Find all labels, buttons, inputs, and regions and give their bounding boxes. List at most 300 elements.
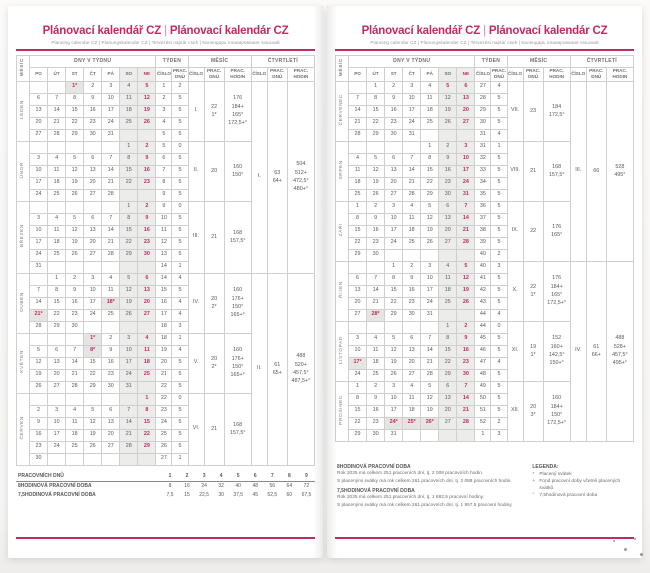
day-cell: 6 (403, 333, 421, 345)
day-cell (367, 321, 385, 333)
week-workdays-cell: 3 (491, 429, 507, 441)
day-cell: 4 (421, 81, 439, 93)
quarter-hours-cell-line: 488 (615, 335, 625, 342)
day-cell: 24* (385, 417, 403, 429)
day-cell: 16 (102, 357, 120, 369)
week-row (17, 81, 315, 93)
day-cell (84, 261, 102, 273)
day-cell: 5 (367, 153, 385, 165)
week-number-cell: 8 (156, 177, 172, 189)
summary-row-label: PRACOVNÍCH DNŮ (16, 472, 161, 482)
day-cell: 30 (367, 249, 385, 261)
day-cell: 21 (457, 405, 475, 417)
day-cell: 27 (349, 309, 367, 321)
day-cell: 31 (120, 381, 138, 393)
week-workdays-cell: 5 (491, 297, 507, 309)
month-numeral-cell: V. (188, 333, 204, 393)
week-number-cell: 44 (475, 309, 491, 321)
day-cell: 1 (349, 381, 367, 393)
day-cell: 23 (138, 237, 156, 249)
day-cell: 21 (48, 117, 66, 129)
summary-value: 15 (184, 492, 190, 499)
day-cell: 1 (367, 81, 385, 93)
day-cell: 15 (120, 165, 138, 177)
page-curl-dot (634, 538, 636, 540)
week-workdays-cell: 5 (491, 225, 507, 237)
day-cell: 16 (84, 105, 102, 117)
day-cell: 16 (66, 297, 84, 309)
month-hours-cell-line: 176 (552, 275, 562, 282)
day-cell: 27 (84, 249, 102, 261)
week-number-cell: 7 (156, 165, 172, 177)
week-workdays-cell: 5 (491, 117, 507, 129)
day-cell: 19 (421, 405, 439, 417)
quarter-hours-cell-line: 495+° (612, 360, 628, 367)
day-cell: 3 (102, 81, 120, 93)
day-cell: 17 (421, 285, 439, 297)
month-hours-cell-line: 172,5+° (228, 120, 248, 127)
header-week-group: TÝDEN (156, 55, 188, 67)
day-cell: 14 (102, 165, 120, 177)
month-hours-cell-line: 150° (232, 364, 244, 371)
day-cell: 11 (120, 93, 138, 105)
week-number-cell: 26 (156, 441, 172, 453)
day-cell: 26 (439, 117, 457, 129)
summary-row (16, 472, 315, 482)
day-cell: 1 (421, 141, 439, 153)
day-cell (385, 249, 403, 261)
day-cell: 9 (30, 417, 48, 429)
month-workdays-cell (523, 261, 543, 321)
day-cell (385, 321, 403, 333)
weekday-header: PO (349, 67, 367, 81)
month-name-cell (17, 333, 30, 393)
day-cell: 5 (30, 345, 48, 357)
month-hours-cell (224, 141, 251, 201)
day-cell: 27 (102, 441, 120, 453)
summary-value: 9 (298, 472, 315, 482)
day-cell: 20 (439, 225, 457, 237)
month-hours-cell-line: 172,5° (548, 112, 565, 119)
quarter-workdays-cell-line: 66+ (591, 352, 601, 359)
day-cell: 10 (457, 153, 475, 165)
day-cell: 4 (48, 213, 66, 225)
day-cell: 23 (385, 117, 403, 129)
week-number-cell: 47 (475, 357, 491, 369)
day-cell (30, 201, 48, 213)
day-cell: 2 (457, 321, 475, 333)
day-cell: 3 (30, 153, 48, 165)
day-cell: 23 (30, 441, 48, 453)
day-cell: 27 (84, 189, 102, 201)
workdays-summary-table (16, 472, 315, 500)
day-cell: 2 (66, 273, 84, 285)
month-hours-cell (224, 273, 251, 333)
day-cell: 1 (349, 201, 367, 213)
summary-value: 48 (252, 483, 259, 490)
weekday-header: ČT (84, 67, 102, 81)
subheader-cislo: ČÍSLO (507, 67, 523, 81)
day-cell: 1* (66, 81, 84, 93)
week-number-cell: 25 (156, 429, 172, 441)
legend-symbol: ° (532, 493, 535, 499)
month-workdays-cell (204, 201, 224, 273)
month-name-cell (17, 201, 30, 273)
day-cell (421, 321, 439, 333)
month-numeral-cell: XII. (507, 381, 523, 441)
day-cell: 16 (385, 105, 403, 117)
day-cell: 4 (403, 381, 421, 393)
day-cell: 23 (367, 237, 385, 249)
month-workdays-cell-line: 2* (211, 364, 217, 371)
day-cell: 6 (439, 381, 457, 393)
weekday-header: ST (66, 67, 84, 81)
week-workdays-cell: 5 (491, 237, 507, 249)
day-cell: 25 (48, 189, 66, 201)
day-cell: 10 (403, 93, 421, 105)
day-cell: 13 (385, 165, 403, 177)
day-cell: 26 (421, 237, 439, 249)
day-cell: 14 (349, 105, 367, 117)
day-cell: 15 (367, 105, 385, 117)
month-name-cell (17, 141, 30, 201)
day-cell: 4 (349, 153, 367, 165)
day-cell: 2 (30, 405, 48, 417)
quarter-hours-cell (287, 273, 314, 465)
month-hours-cell (543, 141, 570, 201)
day-cell (30, 333, 48, 345)
day-cell: 8 (138, 405, 156, 417)
page-curl-dot (640, 553, 643, 556)
month-workdays-cell (523, 141, 543, 201)
day-cell: 25 (421, 117, 439, 129)
week-workdays-cell: 5 (172, 105, 188, 117)
day-cell: 21 (102, 237, 120, 249)
subheader-prac_hodin: PRAC. HODIN (287, 67, 314, 81)
day-cell: 13 (439, 393, 457, 405)
day-cell: 20 (102, 429, 120, 441)
month-name: LISTOPAD (338, 335, 344, 364)
week-workdays-cell: 5 (172, 249, 188, 261)
day-cell: 13 (349, 285, 367, 297)
day-cell (403, 141, 421, 153)
day-cell: 19 (120, 297, 138, 309)
subheader-cislo: ČÍSLO (475, 67, 491, 81)
day-cell: 22 (120, 237, 138, 249)
month-hours-cell-line: 184+ (231, 103, 244, 110)
week-number-cell: 24 (156, 417, 172, 429)
day-cell (102, 141, 120, 153)
week-number-cell: 31 (475, 141, 491, 153)
month-numeral-cell: VI. (188, 393, 204, 465)
footer-section-title: 8HODINOVÁ PRACOVNÍ DOBA (337, 463, 411, 470)
month-hours-cell-line: 150° (232, 172, 244, 179)
day-cell: 9 (84, 93, 102, 105)
day-cell: 30 (138, 249, 156, 261)
summary-value: 5 (230, 472, 247, 482)
day-cell: 27 (48, 381, 66, 393)
page-footer-host (335, 464, 634, 509)
day-cell: 17 (30, 237, 48, 249)
day-cell: 6 (385, 153, 403, 165)
day-cell (120, 321, 138, 333)
month-name: SRPEN (338, 160, 344, 180)
week-workdays-cell: 4 (172, 273, 188, 285)
week-number-cell: 22 (156, 381, 172, 393)
month-hours-cell (543, 261, 570, 321)
day-cell: 23 (102, 369, 120, 381)
week-workdays-cell: 5 (172, 165, 188, 177)
footer-section-line: Rok 2025 má celkem 251 pracovních dní, tj. 2 008 pracovních hodin. (337, 471, 484, 477)
header-sub-row (17, 67, 315, 81)
day-cell: 23 (367, 417, 385, 429)
day-cell: 27 (403, 369, 421, 381)
day-cell: 10 (421, 273, 439, 285)
day-cell: 5 (439, 81, 457, 93)
month-workdays-cell-line: 1* (211, 112, 217, 119)
month-hours-cell-line: 176+ (231, 295, 244, 302)
day-cell: 12 (439, 93, 457, 105)
legend-symbol: + (532, 479, 536, 485)
month-workdays-cell-line: 22 (530, 283, 537, 290)
month-hours-cell-line: 152 (552, 335, 562, 342)
week-workdays-cell: 5 (491, 369, 507, 381)
day-cell (66, 453, 84, 465)
week-number-cell: 43 (475, 297, 491, 309)
day-cell: 26* (421, 417, 439, 429)
day-cell: 21 (349, 117, 367, 129)
quarter-numeral-cell: I. (251, 81, 267, 273)
month-name: LEDEN (19, 100, 25, 120)
month-workdays-cell-line: 21 (530, 167, 537, 174)
month-hours-cell-line: 165° (551, 292, 563, 299)
summary-value: 3 (196, 472, 213, 482)
week-number-cell: 10 (156, 213, 172, 225)
week-number-cell: 9 (156, 201, 172, 213)
day-cell: 11 (367, 345, 385, 357)
day-cell (138, 129, 156, 141)
day-cell: 20 (349, 297, 367, 309)
day-cell: 7 (30, 285, 48, 297)
day-cell: 21 (102, 177, 120, 189)
month-name: ZÁŘÍ (338, 223, 344, 237)
day-cell: 1 (439, 321, 457, 333)
week-workdays-cell: 2 (491, 249, 507, 261)
week-number-cell: 18 (156, 333, 172, 345)
day-cell: 23 (439, 177, 457, 189)
footer-section-title: 7,5HODINOVÁ PRACOVNÍ DOBA (337, 487, 415, 494)
day-cell: 18 (138, 357, 156, 369)
month-workdays-cell-line: 22 (211, 103, 218, 110)
day-cell: 18* (102, 297, 120, 309)
quarter-workdays-cell-line: 64+ (272, 178, 282, 185)
day-cell: 12 (367, 165, 385, 177)
week-number-cell: 52 (475, 417, 491, 429)
day-cell: 7 (102, 153, 120, 165)
day-cell (457, 309, 475, 321)
day-cell: 8* (84, 345, 102, 357)
day-cell (120, 261, 138, 273)
day-cell: 7 (48, 93, 66, 105)
day-cell (421, 429, 439, 441)
day-cell: 3 (120, 333, 138, 345)
month-hours-cell-line: 172,5+° (547, 300, 567, 307)
header-month-group: MĚSÍC (188, 55, 251, 67)
day-cell: 4 (48, 153, 66, 165)
day-cell: 17 (30, 177, 48, 189)
accent-rule-bottom (335, 537, 634, 539)
day-cell: 22 (349, 237, 367, 249)
day-cell: 15 (349, 225, 367, 237)
day-cell: 25 (349, 189, 367, 201)
day-cell: 14 (403, 165, 421, 177)
day-cell (385, 141, 403, 153)
month-name: ÚNOR (19, 161, 25, 179)
day-cell (421, 129, 439, 141)
day-cell: 27 (30, 129, 48, 141)
quarter-hours-cell (606, 261, 633, 441)
summary-value: 16 (184, 483, 190, 490)
week-workdays-cell: 1 (172, 453, 188, 465)
quarter-workdays-cell (586, 261, 606, 441)
day-cell: 14 (457, 393, 475, 405)
day-cell: 21 (66, 369, 84, 381)
day-cell: 12 (66, 165, 84, 177)
month-numeral-cell: IV. (188, 273, 204, 333)
month-hours-cell-line: 165° (232, 112, 244, 119)
week-number-cell: 23 (156, 405, 172, 417)
week-workdays-cell: 5 (172, 213, 188, 225)
day-cell: 28 (66, 381, 84, 393)
day-cell: 21 (120, 429, 138, 441)
week-workdays-cell: 1 (491, 141, 507, 153)
week-number-cell: 49 (475, 381, 491, 393)
day-cell: 2 (138, 201, 156, 213)
day-cell: 20 (84, 177, 102, 189)
summary-value: 30 (218, 492, 224, 499)
day-cell: 16 (457, 345, 475, 357)
summary-value: 22,5 (199, 492, 209, 499)
day-cell: 31 (102, 129, 120, 141)
weekday-header: ÚT (367, 67, 385, 81)
week-number-cell: 38 (475, 225, 491, 237)
quarter-workdays-cell-line: 65+ (272, 370, 282, 377)
week-number-cell: 11 (156, 225, 172, 237)
day-cell: 25 (48, 249, 66, 261)
day-cell (48, 393, 66, 405)
day-cell: 24 (349, 369, 367, 381)
day-cell: 17 (403, 105, 421, 117)
week-workdays-cell: 5 (491, 393, 507, 405)
summary-value: 7,5 (166, 492, 174, 499)
day-cell: 24 (421, 297, 439, 309)
subheader-cislo: ČÍSLO (570, 67, 586, 81)
day-cell (367, 261, 385, 273)
day-cell (457, 129, 475, 141)
weekday-header: SO (120, 67, 138, 81)
summary-value: 52,5 (267, 492, 278, 499)
day-cell: 24 (30, 249, 48, 261)
day-cell: 24 (385, 237, 403, 249)
day-cell: 14 (457, 213, 475, 225)
day-cell (48, 333, 66, 345)
day-cell: 30 (385, 129, 403, 141)
week-number-cell: 34 (475, 177, 491, 189)
day-cell: 10 (30, 165, 48, 177)
day-cell: 12 (30, 357, 48, 369)
month-name-cell (336, 201, 349, 261)
day-cell: 21 (403, 177, 421, 189)
day-cell: 25 (367, 369, 385, 381)
day-cell (66, 393, 84, 405)
day-cell (120, 129, 138, 141)
day-cell: 15 (66, 105, 84, 117)
month-workdays-cell-line: 20 (530, 403, 537, 410)
day-cell: 16 (403, 285, 421, 297)
day-cell (30, 393, 48, 405)
day-cell: 11 (439, 273, 457, 285)
day-cell: 29 (48, 321, 66, 333)
day-cell: 19 (457, 285, 475, 297)
day-cell (120, 453, 138, 465)
subheader-prac_dnu: PRAC. DNŮ (267, 67, 287, 81)
week-number-cell: 27 (156, 453, 172, 465)
header-quarter-group: ČTVRTLETÍ (251, 55, 314, 67)
day-cell: 3 (421, 261, 439, 273)
month-name-cell (17, 273, 30, 333)
summary-value: 40 (235, 483, 241, 490)
day-cell: 30 (30, 453, 48, 465)
day-cell: 22 (66, 117, 84, 129)
day-cell: 31 (403, 129, 421, 141)
day-cell: 7 (457, 381, 475, 393)
day-cell: 7 (102, 213, 120, 225)
legend-item (532, 479, 632, 491)
week-number-cell: 36 (475, 201, 491, 213)
day-cell: 4 (367, 333, 385, 345)
day-cell: 29 (349, 429, 367, 441)
week-row (336, 81, 634, 93)
weekday-header: PO (30, 67, 48, 81)
week-workdays-cell: 4 (172, 309, 188, 321)
week-workdays-cell: 0 (172, 393, 188, 405)
day-cell: 18 (349, 177, 367, 189)
title-cz: Plánovací kalendář CZ (361, 25, 481, 37)
day-cell: 15 (48, 297, 66, 309)
day-cell: 24 (30, 189, 48, 201)
summary-value: 6 (247, 472, 264, 482)
weekday-header: NE (457, 67, 475, 81)
title-separator: | (164, 25, 167, 37)
quarter-hours-cell-line: 528 (615, 163, 625, 170)
day-cell: 12 (421, 213, 439, 225)
quarter-numeral-cell: III. (570, 81, 586, 261)
day-cell: 27 (385, 189, 403, 201)
week-workdays-cell: 4 (172, 345, 188, 357)
day-cell: 11 (403, 213, 421, 225)
week-number-cell: 32 (475, 153, 491, 165)
week-number-cell: 16 (156, 297, 172, 309)
day-cell (349, 141, 367, 153)
day-cell: 5 (66, 213, 84, 225)
week-number-cell: 5 (156, 141, 172, 153)
summary-value: 56 (269, 483, 276, 490)
legend-text: Fond pracovní doby včetně placených svátků (539, 479, 621, 491)
day-cell: 31 (30, 261, 48, 273)
day-cell: 10 (84, 285, 102, 297)
week-row (336, 261, 634, 273)
week-number-cell: 30 (475, 117, 491, 129)
